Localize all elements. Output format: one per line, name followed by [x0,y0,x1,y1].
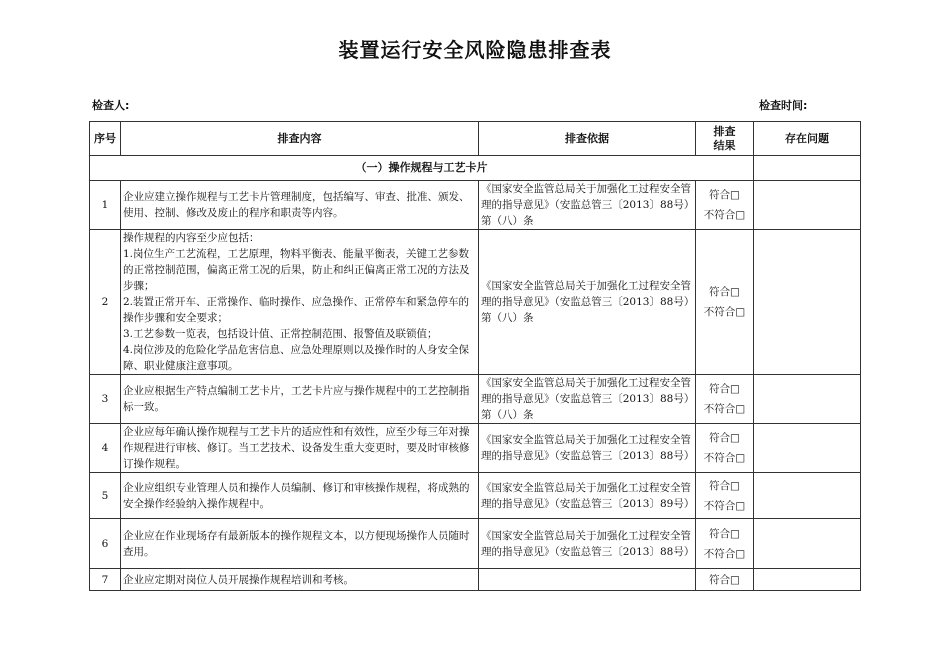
row-issue[interactable] [754,519,861,569]
table-row [90,569,861,591]
row-no: 3 [90,375,121,424]
row-content: 企业应根据生产特点编制工艺卡片，工艺卡片应与操作规程中的工艺控制指标一致。 [121,375,479,424]
row-issue[interactable] [754,375,861,424]
row-basis: 《国家安全监管总局关于加强化工过程安全管理的指导意见》（安监总管三〔2013〕88号） [479,424,696,473]
header-basis: 排查依据 [479,122,696,156]
row-no: 2 [90,230,121,375]
pass-checkbox[interactable]: 符合□ [709,383,740,395]
table-row [90,424,861,473]
inspector-label: 检查人: [92,99,130,112]
section-row [90,156,861,181]
header-no: 序号 [90,122,121,156]
header-issues: 存在问题 [754,122,861,156]
content-line: 操作规程的内容至少应包括： [123,232,260,244]
row-basis [479,569,696,591]
row-basis: 《国家安全监管总局关于加强化工过程安全管理的指导意见》（安监总管三〔2013〕89号） [479,473,696,519]
table-row [90,230,861,375]
page-title: 装置运行安全风险隐患排查表 [338,38,612,62]
row-result [696,375,754,424]
pass-checkbox[interactable]: 符合□ [709,527,740,540]
pass-checkbox[interactable]: 符合□ [709,286,740,298]
row-issue[interactable] [754,424,861,473]
row-basis: 《国家安全监管总局关于加强化工过程安全管理的指导意见》（安监总管三〔2013〕88号） [479,519,696,569]
fail-checkbox[interactable]: 不符合□ [703,306,746,318]
row-basis: 《国家安全监管总局关于加强化工过程安全管理的指导意见》（安监总管三〔2013〕88号）第（八）条 [479,375,696,424]
pass-checkbox[interactable]: 符合□ [709,432,740,444]
check-time-label: 检查时间: [759,99,808,112]
row-content: 企业应建立操作规程与工艺卡片管理制度，包括编写、审查、批准、颁发、使用、控制、修改及废止的程序和职责等内容。 [121,181,479,230]
header-row [90,122,861,156]
fail-checkbox[interactable]: 不符合□ [703,547,746,560]
row-content: 企业应每年确认操作规程与工艺卡片的适应性和有效性，应至少每三年对操作规程进行审核、修订。当工艺技术、设备发生重大变更时，要及时审核修订操作规程。 [121,424,479,473]
row-content: 企业应在作业现场存有最新版本的操作规程文本，以方便现场操作人员随时查用。 [121,519,479,569]
table-row [90,181,861,230]
row-no: 7 [90,569,121,591]
content-line: 4.岗位涉及的危险化学品危害信息、应急处理原则以及操作时的人身安全保障、职业健康注意事项。 [123,344,470,372]
row-result [696,569,754,591]
row-basis: 《国家安全监管总局关于加强化工过程安全管理的指导意见》（安监总管三〔2013〕88号）第（八）条 [479,230,696,375]
row-result [696,424,754,473]
risk-checklist-table [89,121,861,591]
table-row [90,375,861,424]
pass-checkbox[interactable]: 符合□ [709,189,740,201]
row-no: 6 [90,519,121,569]
row-issue[interactable] [754,473,861,519]
fail-checkbox[interactable]: 不符合□ [703,452,746,464]
pass-checkbox[interactable]: 符合□ [709,573,740,586]
section-title: （一）操作规程与工艺卡片 [90,156,754,181]
fail-checkbox[interactable]: 不符合□ [703,499,746,512]
row-content [121,230,479,375]
fail-checkbox[interactable]: 不符合□ [703,403,746,415]
header-content: 排查内容 [121,122,479,156]
fail-checkbox[interactable]: 不符合□ [703,209,746,221]
pass-checkbox[interactable]: 符合□ [709,479,740,492]
row-issue[interactable] [754,569,861,591]
row-content: 企业应定期对岗位人员开展操作规程培训和考核。 [121,569,479,591]
row-issue[interactable] [754,230,861,375]
row-result [696,473,754,519]
row-result [696,181,754,230]
content-line: 1.岗位生产工艺流程，工艺原理，物料平衡表、能量平衡表，关键工艺参数的正常控制范围，偏离正常工况的后果，防止和纠正偏离正常工况的方法及步骤； [123,248,470,292]
header-result [696,122,754,156]
content-line: 3.工艺参数一览表，包括设计值、正常控制范围、报警值及联锁值； [123,328,438,340]
row-content: 企业应组织专业管理人员和操作人员编制、修订和审核操作规程，将成熟的安全操作经验纳入操作规程中。 [121,473,479,519]
row-issue[interactable] [754,181,861,230]
header-result-line1: 排查 [713,124,736,138]
table-row [90,519,861,569]
header-result-line2: 结果 [713,138,736,152]
row-no: 1 [90,181,121,230]
row-result [696,230,754,375]
row-basis: 《国家安全监管总局关于加强化工过程安全管理的指导意见》（安监总管三〔2013〕88号）第（八）条 [479,181,696,230]
row-result [696,519,754,569]
content-line: 2.装置正常开车、正常操作、临时操作、应急操作、正常停车和紧急停车的操作步骤和安全要求； [123,296,470,324]
section-issue-cell [754,156,861,181]
table-row [90,473,861,519]
row-no: 4 [90,424,121,473]
row-no: 5 [90,473,121,519]
